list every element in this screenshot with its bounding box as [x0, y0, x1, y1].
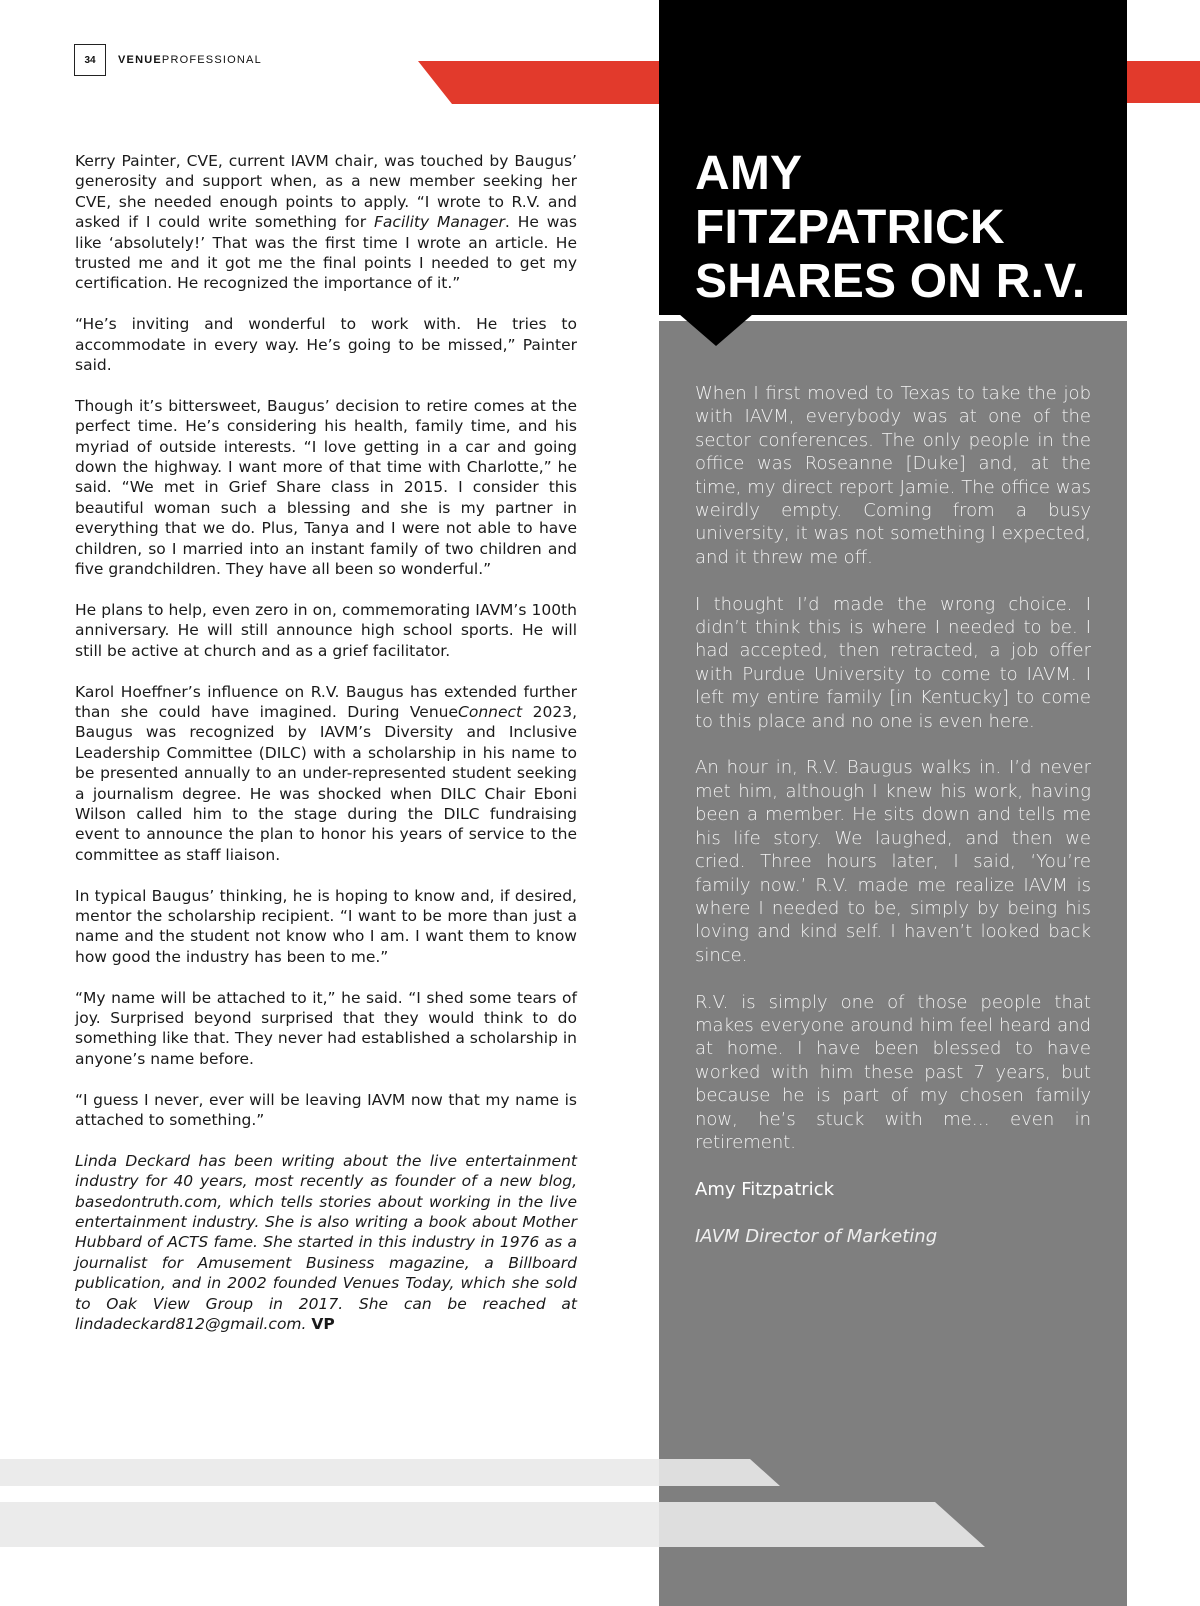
sidebar-notch-decoration	[659, 314, 759, 348]
masthead	[118, 54, 262, 66]
text-run: Karol Hoeffner’s influence on R.V. Baugus has extended further than she could have imagined. During Venue	[75, 682, 577, 721]
signature-name: Amy Fitzpatrick	[695, 1178, 835, 1200]
author-bio-text: Linda Deckard has been writing about the live entertainment industry for 40 years, most recently as founder of a new blog, basedontruth.com, which tells stories about working in the live entertainment industry. She is also writing a book about Mother Hubbard of ACTS fame. She started in this industry in 1976 as a journalist for Amusement Business magazine, a Billboard publication, and in 2002 founded Venues Today, which she sold to Oak View Group in 2017. She can be reached at lindadeckard812@gmail.com.	[75, 1151, 577, 1334]
article-paragraph: He plans to help, even zero in on, commemorating IAVM’s 100th anniversary. He will still announce high school sports. He will still be active at church and as a grief facilitator.	[75, 600, 577, 660]
article-body	[75, 151, 577, 1355]
article-paragraph: “He’s inviting and wonderful to work with. He tries to accommodate in every way. He’s going to be missed,” Painter said.	[75, 315, 577, 375]
sidebar-paragraph: An hour in, R.V. Baugus walks in. I’d never met him, although I knew his work, having been a member. He sits down and tells me his life story. We laughed, and then we cried. Three hours later, I said, ‘You’re family now.’ R.V. made me realize IAVM is where I needed to be, simply by being his loving and kind self. I haven’t looked back since.	[695, 757, 1091, 966]
sidebar-paragraph: R.V. is simply one of those people that makes everyone around him feel heard and at home. I have been blessed to have worked with him these past 7 years, but because he is part of my chosen family now, he’s stuck with me… even in retirement.	[695, 991, 1091, 1153]
sidebar-title-line2: SHARES ON R.V.	[695, 255, 1086, 308]
article-paragraph: “I guess I never, ever will be leaving IAVM now that my name is attached to something.”	[75, 1090, 577, 1129]
sidebar-paragraph: When I first moved to Texas to take the job with IAVM, everybody was at one of the sector conferences. The only people in the office was Roseanne [Duke] and, at the time, my direct report Jamie. The office was weirdly empty. Coming from a busy university, it was not something I expected, and it threw me off.	[695, 383, 1091, 568]
text-run: 2023, Baugus was recognized by IAVM’s Diversity and Inclusive Leadership Committee (DILC) with a scholarship in his name to be presented annually to an under-represented student seeking a journalism degree. He was shocked when DILC Chair Eboni Wilson called him to the stage during the DILC fundraising event to announce the plan to honor his years of service to the committee as staff liaison.	[75, 702, 577, 864]
publication-title: Facility Manager	[374, 213, 505, 232]
red-stripe-decoration	[418, 61, 663, 104]
end-mark: VP	[311, 1315, 335, 1334]
red-stripe-right-decoration	[1127, 61, 1200, 103]
author-bio	[75, 1151, 577, 1335]
gray-stripes-decoration	[0, 1459, 990, 1549]
sidebar-title-line1: AMY FITZPATRICK	[695, 147, 1005, 254]
signature-role: IAVM Director of Marketing	[695, 1225, 938, 1247]
event-name-italic: Connect	[458, 702, 523, 721]
text-run: Kerry Painter, CVE, current IAVM chair, was touched by Baugus’ generosity and support when, as a new member seeking her CVE, she needed enough points to apply. “I wrote to R.V. and asked if I could write something for	[75, 152, 577, 232]
sidebar-quote	[695, 382, 1091, 1271]
article-paragraph: Though it’s bittersweet, Baugus’ decision to retire comes at the perfect time. He’s considering his health, family time, and his myriad of outside interests. “I love getting in a car and going down the highway. I want more of that time with Charlotte,” he said. “We met in Grief Share class in 2015. I consider this beautiful woman such a blessing and she is my partner in everything that we do. Plus, Tanya and I were not able to have children, so I married into an instant family of two children and five grandchildren. They have all been so wonderful.”	[75, 396, 577, 579]
article-paragraph: In typical Baugus’ thinking, he is hoping to know and, if desired, mentor the scholarship recipient. “I want to be more than just a name and the student not know who I am. I want them to know how good the industry has been to me.”	[75, 886, 577, 966]
page-number: 34	[74, 44, 106, 76]
article-paragraph: “My name will be attached to it,” he said. “I shed some tears of joy. Surprised beyond surprised that they would think to do something like that. They never had established a scholarship in anyone’s name before.	[75, 988, 577, 1068]
masthead-regular: PROFESSIONAL	[161, 54, 262, 66]
article-paragraph	[75, 682, 577, 866]
article-paragraph	[75, 151, 577, 294]
text-run: . He was like ‘absolutely!’ That was the first time I wrote an article. He trusted me and it got me the final points I needed to get my certification. He recognized the importance of it.”	[75, 213, 577, 293]
sidebar-paragraph: I thought I’d made the wrong choice. I didn’t think this is where I needed to be. I had accepted, then retracted, a job offer with Purdue University to come to IAVM. I left my entire family [in Kentucky] to come to this place and no one is even here.	[695, 593, 1091, 732]
masthead-bold: VENUE	[118, 54, 162, 66]
sidebar-title	[695, 147, 1105, 309]
